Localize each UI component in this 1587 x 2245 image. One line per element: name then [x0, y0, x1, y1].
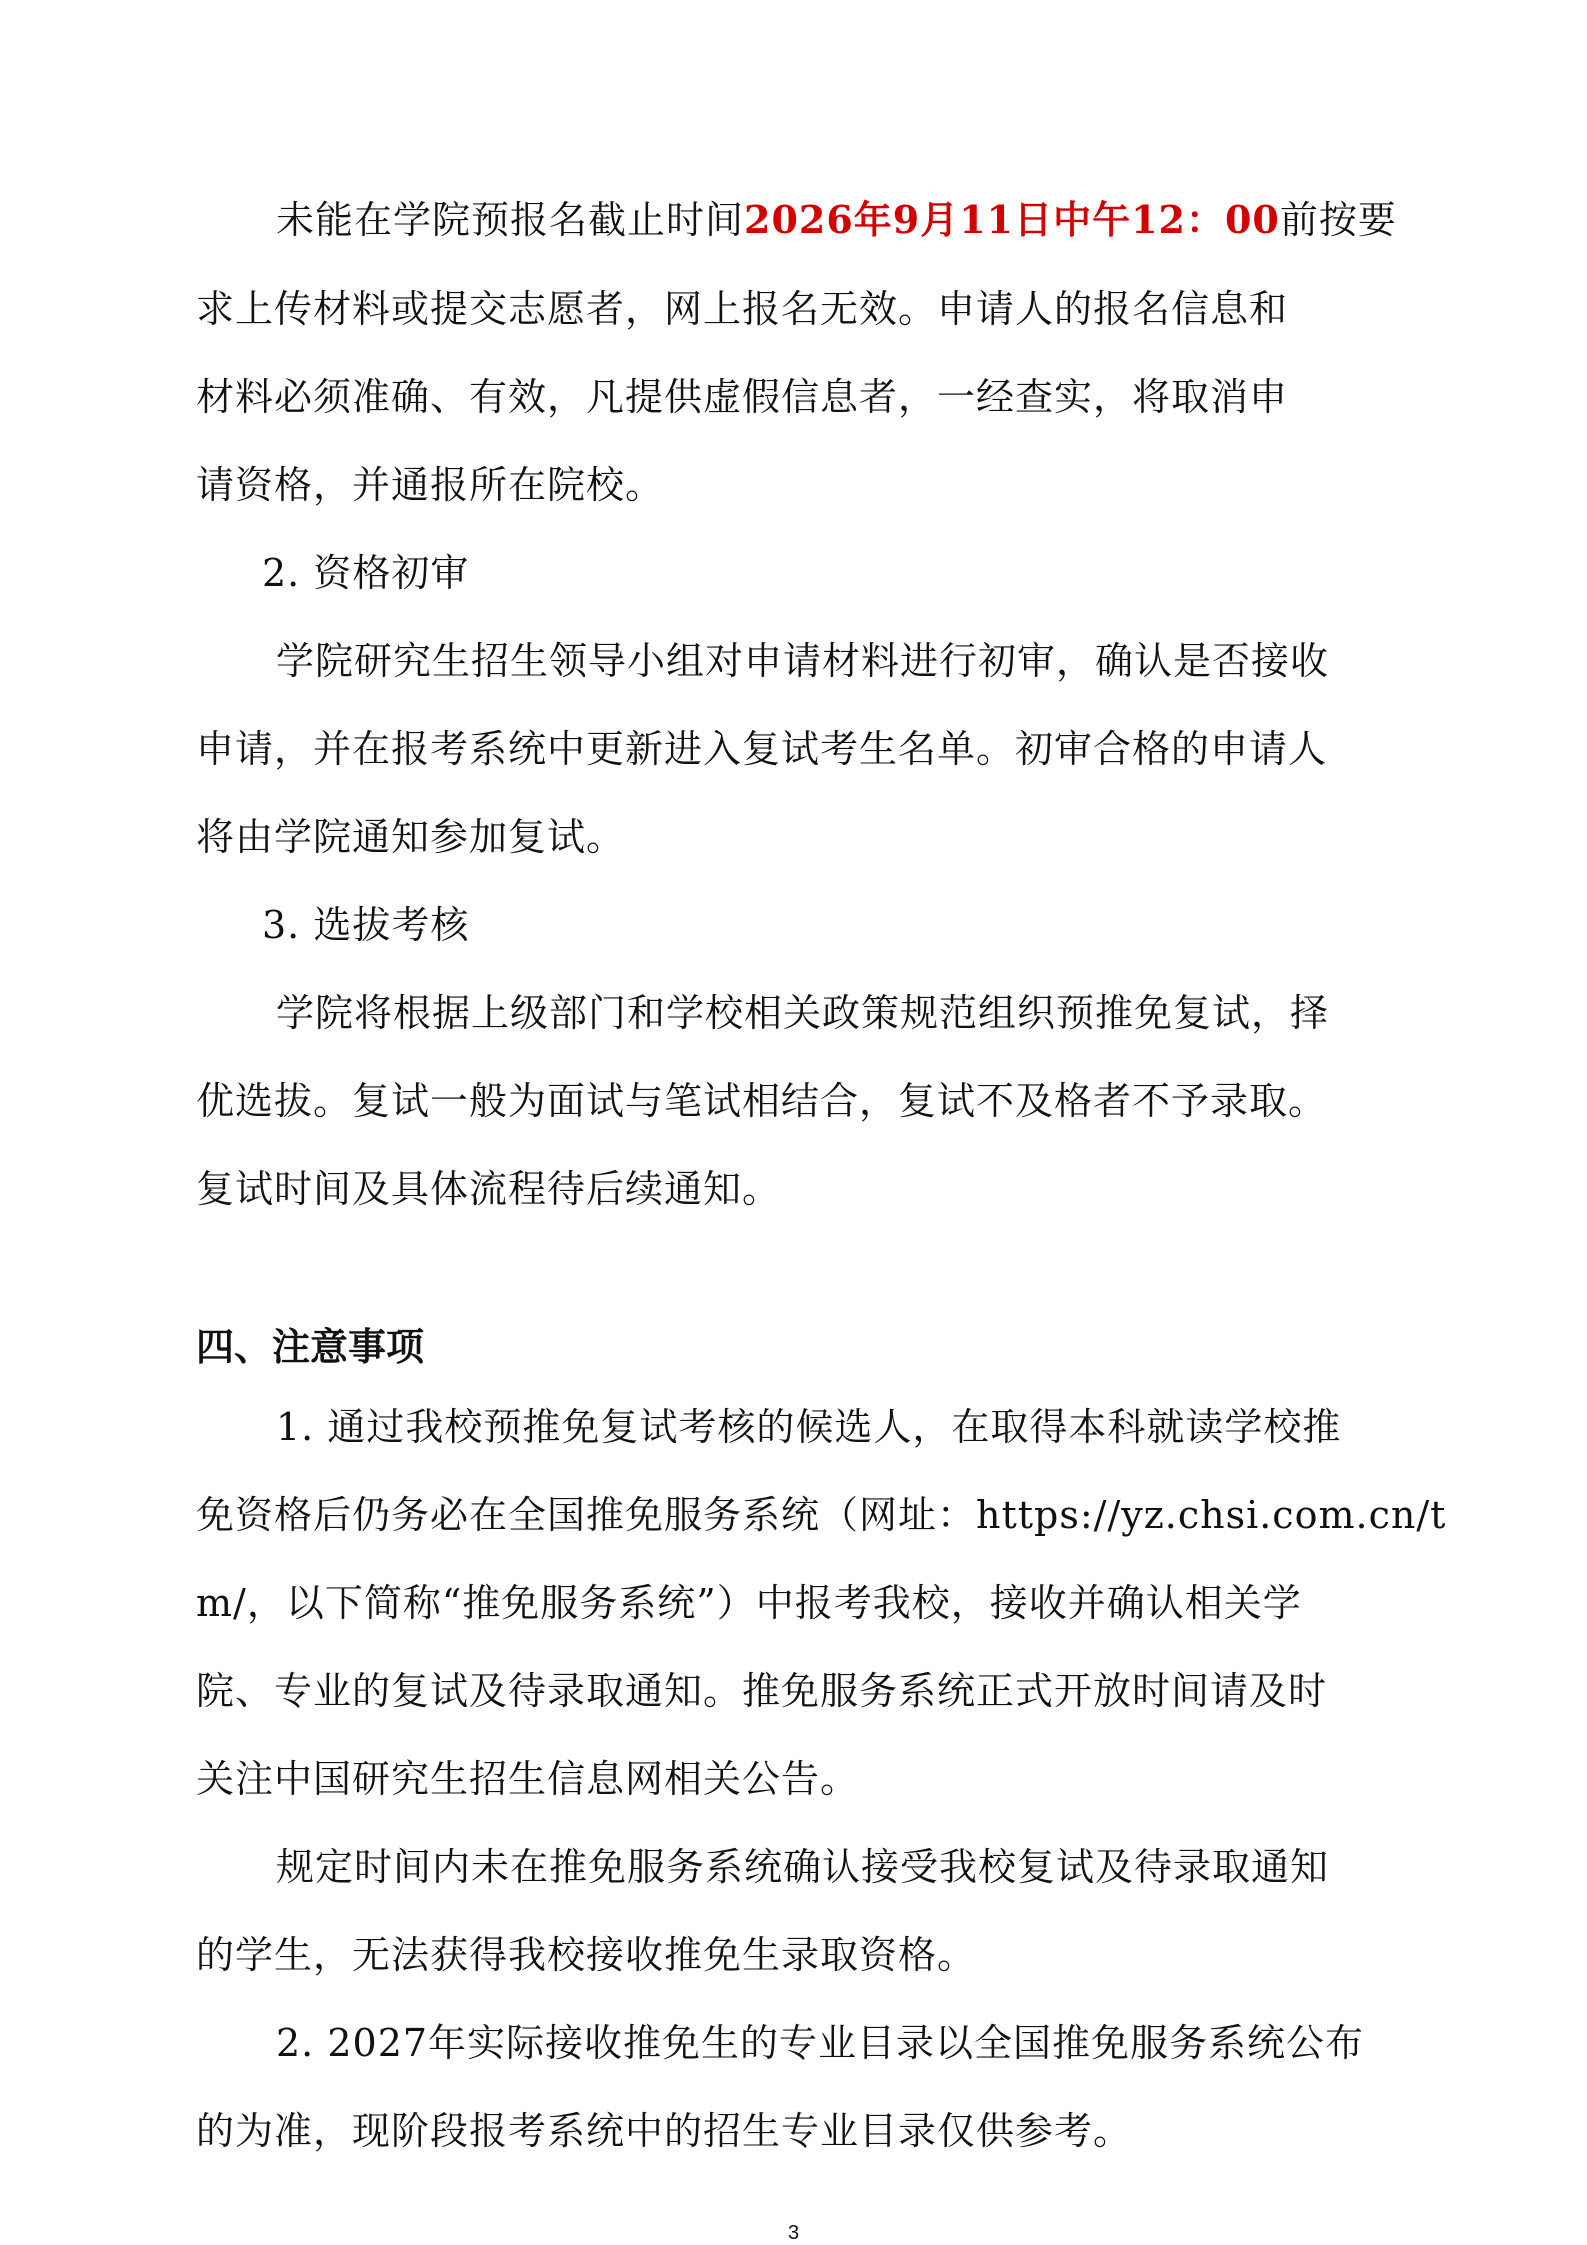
- notice1-line-5: 关注中国研究生招生信息网相关公告。: [196, 1757, 860, 1801]
- text: 未能在学院预报名截止时间: [276, 198, 745, 242]
- section-title-qualification-review: 2. 资格初审: [262, 551, 470, 595]
- paragraph-deadline-line-3: 材料必须准确、有效，凡提供虚假信息者，一经查实，将取消申: [196, 375, 1289, 419]
- selection-line-1: 学院将根据上级部门和学校相关政策规范组织预推免复试，择: [276, 991, 1330, 1035]
- notice1-line-1: 1. 通过我校预推免复试考核的候选人，在取得本科就读学校推: [276, 1405, 1342, 1449]
- selection-line-2: 优选拔。复试一般为面试与笔试相结合，复试不及格者不予录取。: [196, 1079, 1328, 1123]
- notice2-line-1: 2. 2027年实际接收推免生的专业目录以全国推免服务系统公布: [276, 2021, 1365, 2065]
- notice1-line-3: m/，以下简称“推免服务系统”）中报考我校，接收并确认相关学: [196, 1581, 1302, 1625]
- paragraph-deadline-line-1: [276, 196, 1436, 244]
- heading-notes: 四、注意事项: [196, 1325, 425, 1369]
- paragraph-deadline-line-2: 求上传材料或提交志愿者，网上报名无效。申请人的报名信息和: [196, 287, 1289, 331]
- selection-line-3: 复试时间及具体流程待后续通知。: [196, 1167, 782, 1211]
- qualification-line-3: 将由学院通知参加复试。: [196, 815, 626, 859]
- page-number: 3: [787, 2222, 800, 2244]
- qualification-line-2: 申请，并在报考系统中更新进入复试考生名单。初审合格的申请人: [196, 727, 1328, 771]
- qualification-line-1: 学院研究生招生领导小组对申请材料进行初审，确认是否接收: [276, 639, 1330, 683]
- notice1-sub-line-2: 的学生，无法获得我校接收推免生录取资格。: [196, 1933, 977, 1977]
- text: 前按要: [1279, 198, 1397, 242]
- deadline-highlight: 2026年9月11日中午12：00: [744, 197, 1280, 242]
- notice1-sub-line-1: 规定时间内未在推免服务系统确认接受我校复试及待录取通知: [276, 1845, 1330, 1889]
- notice1-line-4: 院、专业的复试及待录取通知。推免服务系统正式开放时间请及时: [196, 1669, 1328, 1713]
- paragraph-deadline-line-4: 请资格，并通报所在院校。: [196, 463, 665, 507]
- section-title-selection-assessment: 3. 选拔考核: [262, 903, 470, 947]
- notice1-line-2: 免资格后仍务必在全国推免服务系统（网址：https://yz.chsi.com.cn/t: [196, 1493, 1447, 1537]
- notice2-line-2: 的为准，现阶段报考系统中的招生专业目录仅供参考。: [196, 2109, 1133, 2153]
